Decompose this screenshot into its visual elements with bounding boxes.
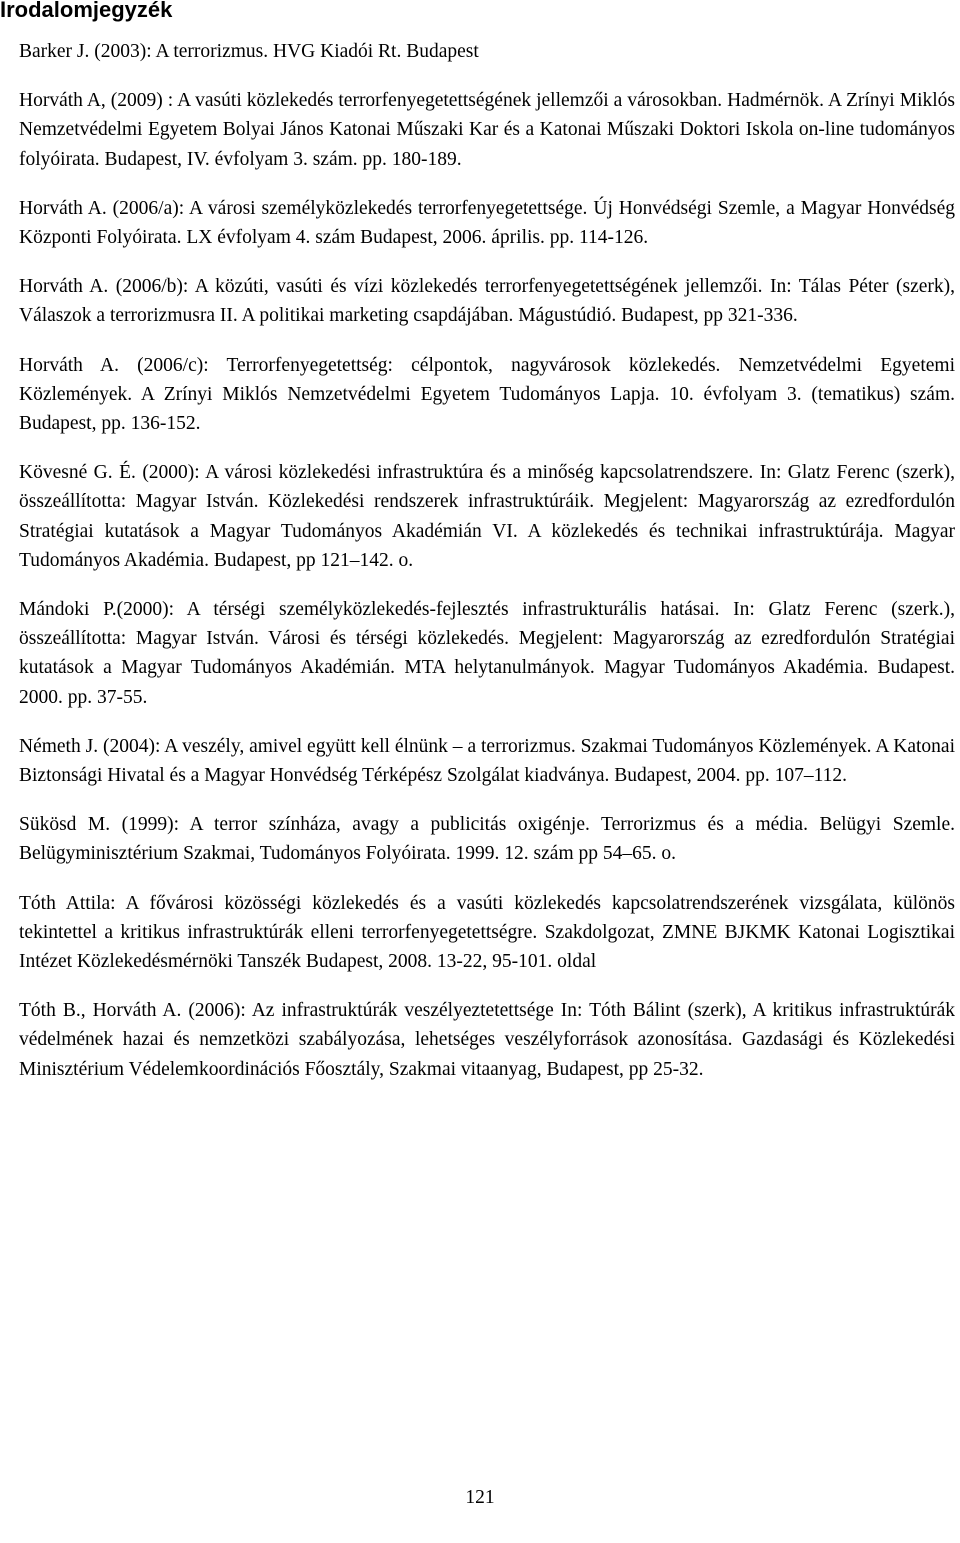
reference-item: Kövesné G. É. (2000): A városi közlekedési infrastruktúra és a minőség kapcsolatrendszere. In: Glatz Ferenc (szerk), összeállította: Magyar István. Közlekedési rendszerek infrastruktúráik. Megjelent: Magyarország az ezredfordulón Stratégiai kutatások a Magyar Tudományos Akadémián VI. A közlekedés és technikai infrastruktúrája. Magyar Tudományos Akadémia. Budapest, pp 121–142. o. xyxy=(19,462,955,571)
reference-item: Horváth A. (2006/c): Terrorfenyegetettség: célpontok, nagyvárosok közlekedés. Nemzetvédelmi Egyetemi Közlemények. A Zrínyi Miklós Nemzetvédelmi Egyetem Tudományos Lapja. 10. évfolyam 3. (tematikus) szám. Budapest, pp. 136-152. xyxy=(19,354,955,435)
page-number: 121 xyxy=(465,1487,495,1508)
reference-item: Mándoki P.(2000): A térségi személyközlekedés-fejlesztés infrastrukturális hatásai. In: Glatz Ferenc (szerk.), összeállította: Magyar István. Városi és térségi közlekedés. Megjelent: Magyarország az ezredfordulón Stratégiai kutatások a Magyar Tudományos Akadémián. MTA helytanulmányok. Magyar Tudományos Akadémia. Budapest. 2000. pp. 37-55. xyxy=(19,599,955,708)
reference-item: Horváth A. (2006/a): A városi személyközlekedés terrorfenyegetettsége. Új Honvédségi Szemle, a Magyar Honvédség Központi Folyóirata. LX évfolyam 4. szám Budapest, 2006. április. pp. 114-126. xyxy=(19,197,955,249)
reference-item: Horváth A, (2009) : A vasúti közlekedés terrorfenyegetettségének jellemzői a városokban. Hadmérnök. A Zrínyi Miklós Nemzetvédelmi Egyetem Bolyai János Katonai Műszaki Kar és a Katonai Műszaki Doktori Iskola on-line tudományos folyóirata. Budapest, IV. évfolyam 3. szám. pp. 180-189. xyxy=(19,90,955,170)
reference-item: Barker J. (2003): A terrorizmus. HVG Kiadói Rt. Budapest xyxy=(19,41,479,62)
reference-item: Tóth Attila: A fővárosi közösségi közlekedés és a vasúti közlekedés kapcsolatrendszerének vizsgálata, különös tekintettel a kritikus infrastruktúrák elleni terrorfenyegetettségre. Szakdolgozat, ZMNE BJKMK Katonai Logisztikai Intézet Közlekedésmérnöki Tanszék Budapest, 2008. 13-22, 95-101. oldal xyxy=(19,892,955,973)
reference-list xyxy=(19,37,955,1104)
reference-item: Sükösd M. (1999): A terror színháza, avagy a publicitás oxigénje. Terrorizmus és a média. Belügyi Szemle. Belügyminisztérium Szakmai, Tudományos Folyóirata. 1999. 12. szám pp 54–65. o. xyxy=(19,814,955,865)
reference-item: Tóth B., Horváth A. (2006): Az infrastruktúrák veszélyeztetettsége In: Tóth Bálint (szerk), A kritikus infrastruktúrák védelmének hazai és nemzetközi szabályozása, lehetséges veszélyforrások azonosítása. Gazdasági és Közlekedési Minisztérium Védelemkoordinációs Főosztály, Szakmai vitaanyag, Budapest, pp 25-32. xyxy=(19,1000,955,1080)
section-heading: Irodalomjegyzék xyxy=(0,0,173,22)
reference-item: Németh J. (2004): A veszély, amivel együtt kell élnünk – a terrorizmus. Szakmai Tudományos Közlemények. A Katonai Biztonsági Hivatal és a Magyar Honvédség Térképész Szolgálat kiadványa. Budapest, 2004. pp. 107–112. xyxy=(19,735,955,787)
reference-item: Horváth A. (2006/b): A közúti, vasúti és vízi közlekedés terrorfenyegetettségének jellemzői. In: Tálas Péter (szerk), Válaszok a terrorizmusra II. A politikai marketing csapdájában. Mágustúdió. Budapest, pp 321-336. xyxy=(19,276,955,327)
